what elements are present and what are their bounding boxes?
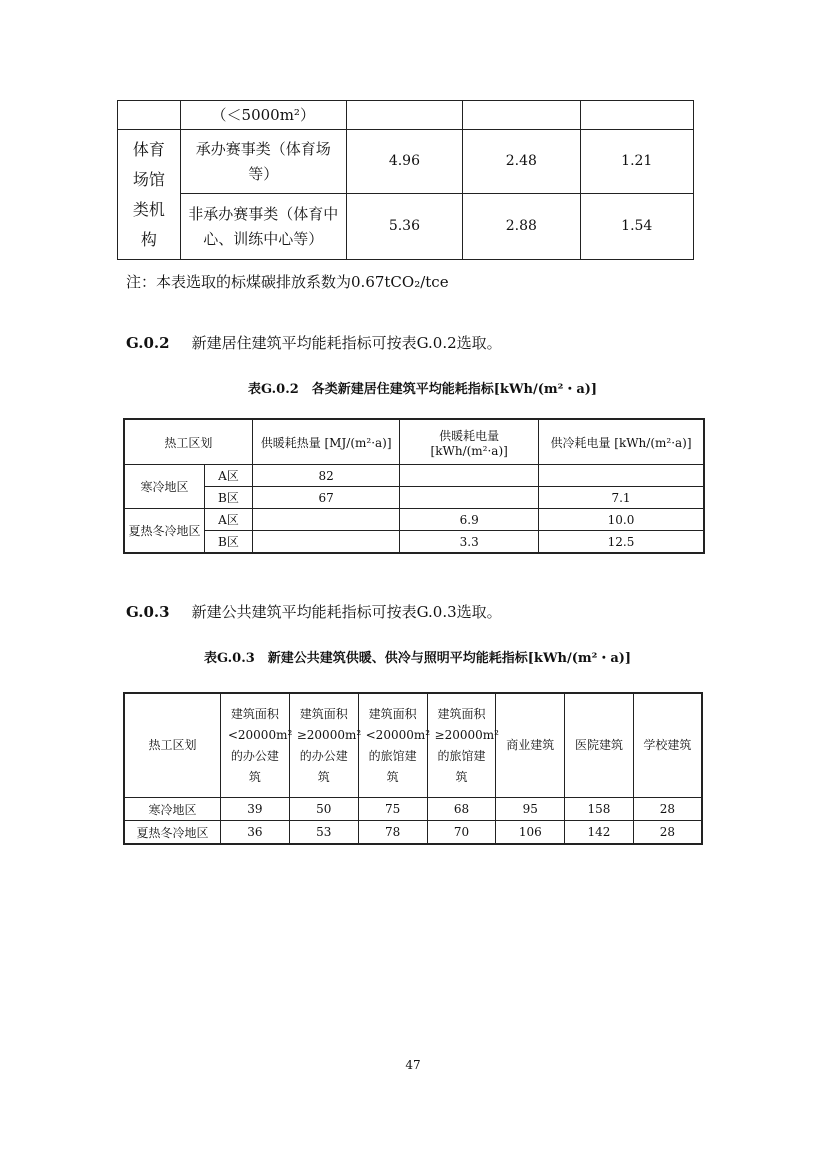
value-cell [252, 531, 400, 554]
column-header: 供暖耗电量 [kWh/(m²·a)] [400, 419, 539, 465]
section-heading-g02 [126, 332, 502, 353]
column-header: 供冷耗电量 [kWh/(m²·a)] [539, 419, 705, 465]
value-cell: 5.36 [346, 194, 462, 260]
value-cell: 1.54 [580, 194, 693, 260]
zone-cell: B区 [205, 531, 253, 554]
residential-energy-table [123, 418, 705, 554]
value-cell: 2.88 [463, 194, 580, 260]
value-cell [400, 487, 539, 509]
section-code: G.0.3 [126, 603, 170, 621]
value-cell: 158 [565, 798, 634, 821]
section-code: G.0.2 [126, 334, 170, 352]
value-cell: 70 [427, 821, 496, 845]
column-header: 建筑面积<20000m²的办公建筑 [220, 693, 289, 798]
table-row [124, 798, 702, 821]
table-note: 注：本表选取的标煤碳排放系数为0.67tCO₂/tce [126, 273, 449, 291]
value-cell: 95 [496, 798, 565, 821]
row-label: 非承办赛事类（体育中心、训练中心等） [180, 194, 346, 260]
table-row [124, 821, 702, 845]
value-cell: 4.96 [346, 130, 462, 194]
value-cell: 50 [289, 798, 358, 821]
value-cell: 68 [427, 798, 496, 821]
value-cell: 39 [220, 798, 289, 821]
value-cell: 106 [496, 821, 565, 845]
value-cell: 75 [358, 798, 427, 821]
table-row [118, 194, 694, 260]
public-building-energy-table [123, 692, 703, 845]
value-cell: 3.3 [400, 531, 539, 554]
table-row [124, 487, 704, 509]
table-row [124, 531, 704, 554]
section-heading-g03 [126, 601, 502, 622]
table-row [124, 509, 704, 531]
value-cell: 53 [289, 821, 358, 845]
value-cell: 67 [252, 487, 400, 509]
column-header: 热工区划 [124, 693, 220, 798]
value-cell: 6.9 [400, 509, 539, 531]
value-cell: 36 [220, 821, 289, 845]
value-cell: 142 [565, 821, 634, 845]
table-caption-g03: 表G.0.3 新建公共建筑供暖、供冷与照明平均能耗指标[kWh/(m²・a)] [204, 651, 632, 666]
value-cell: 10.0 [539, 509, 705, 531]
value-cell: 28 [633, 821, 702, 845]
section-text: 新建居住建筑平均能耗指标可按表G.0.2选取。 [191, 334, 502, 352]
table-caption-g02: 表G.0.2 各类新建居住建筑平均能耗指标[kWh/(m²・a)] [248, 382, 598, 397]
value-cell [539, 465, 705, 487]
group-label: 体育场馆类机构 [118, 130, 181, 260]
zone-cell: A区 [205, 465, 253, 487]
column-header: 建筑面积≥20000m²的旅馆建筑 [427, 693, 496, 798]
value-cell [400, 465, 539, 487]
table-header-row [124, 419, 704, 465]
value-cell: 28 [633, 798, 702, 821]
value-cell [252, 509, 400, 531]
column-header: 医院建筑 [565, 693, 634, 798]
sports-venue-table [117, 100, 694, 260]
column-header: 供暖耗热量 [MJ/(m²·a)] [252, 419, 400, 465]
table-row [124, 465, 704, 487]
column-header: 热工区划 [124, 419, 252, 465]
value-cell: 78 [358, 821, 427, 845]
row-label: 承办赛事类（体育场等） [180, 130, 346, 194]
value-cell: 2.48 [463, 130, 580, 194]
column-header: 建筑面积<20000m²的旅馆建筑 [358, 693, 427, 798]
column-header: 建筑面积≥20000m²的办公建筑 [289, 693, 358, 798]
table-row [118, 101, 694, 130]
table-row [118, 130, 694, 194]
section-text: 新建公共建筑平均能耗指标可按表G.0.3选取。 [191, 603, 502, 621]
table-header-row [124, 693, 702, 798]
zone-cell: A区 [205, 509, 253, 531]
region-cell: 夏热冬冷地区 [124, 821, 220, 845]
zone-cell: B区 [205, 487, 253, 509]
value-cell: 1.21 [580, 130, 693, 194]
region-cell: 寒冷地区 [124, 798, 220, 821]
region-cell: 寒冷地区 [124, 465, 205, 509]
page-number: 47 [405, 1058, 421, 1072]
column-header: 商业建筑 [496, 693, 565, 798]
region-cell: 夏热冬冷地区 [124, 509, 205, 554]
value-cell: 82 [252, 465, 400, 487]
area-cell: （＜5000m²） [180, 101, 346, 130]
value-cell: 7.1 [539, 487, 705, 509]
column-header: 学校建筑 [633, 693, 702, 798]
value-cell: 12.5 [539, 531, 705, 554]
